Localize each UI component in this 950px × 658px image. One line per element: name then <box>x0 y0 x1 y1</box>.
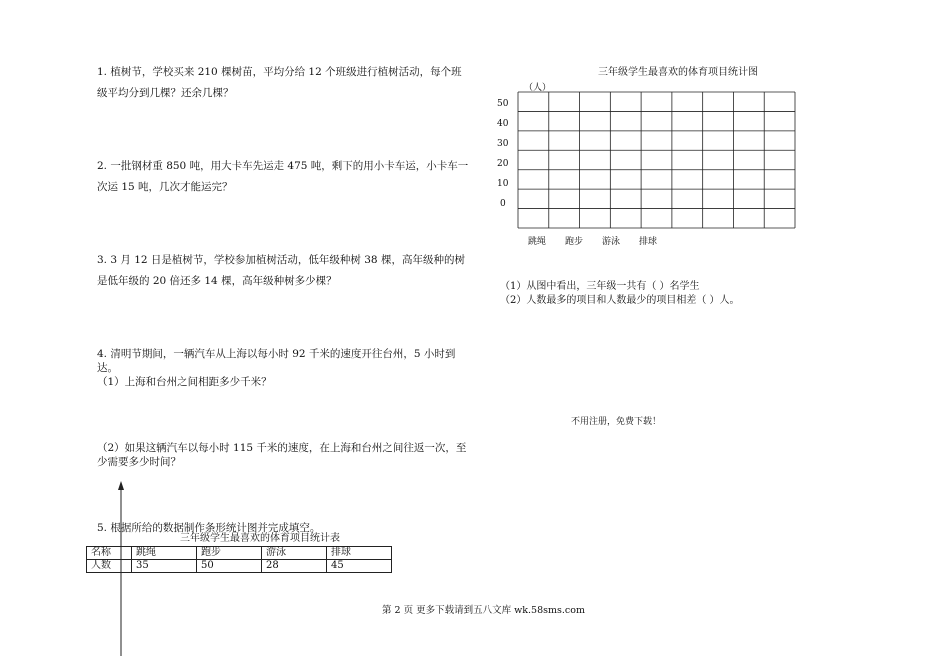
table-cell: 名称 <box>87 547 132 560</box>
question-4-sub-2-line-2: 少需要多少时间？ <box>97 456 181 468</box>
y-tick-label: 50 <box>497 99 509 109</box>
fill-in-line-2: （2）人数最多的项目和人数最少的项目相差（ ）人。 <box>500 295 740 306</box>
question-4-line-2: 达。 <box>97 362 118 374</box>
question-3-line-1: 3. 3 月 12 日是植树节，学校参加植树活动，低年级种树 38 棵，高年级种的树 <box>97 254 465 266</box>
fill-in-line-1: （1）从图中看出，三年级一共有（ ）名学生 <box>500 281 700 292</box>
question-1-line-2: 级平均分到几棵？还余几棵？ <box>97 87 234 99</box>
table-cell: 50 <box>197 560 262 573</box>
table-cell: 排球 <box>327 547 392 560</box>
y-tick-label: 20 <box>497 159 509 169</box>
question-4-sub-1: （1）上海和台州之间相距多少千米？ <box>97 376 272 388</box>
question-1-line-1: 1. 植树节，学校买来 210 棵树苗，平均分给 12 个班级进行植树活动，每个班 <box>97 66 462 78</box>
table-cell: 28 <box>262 560 327 573</box>
question-2-line-2: 次运 15 吨，几次才能运完？ <box>97 181 233 193</box>
x-tick-label: 跑步 <box>565 237 584 247</box>
question-5: 5. 根据所给的数据制作条形统计图并完成填空。 <box>97 522 321 534</box>
x-tick-label: 排球 <box>639 237 658 247</box>
download-note: 不用注册，免费下载！ <box>571 417 662 427</box>
table-cell: 跳绳 <box>132 547 197 560</box>
stat-table-title: 三年级学生最喜欢的体育项目统计表 <box>180 533 340 544</box>
y-tick-label: 10 <box>497 179 509 189</box>
x-tick-label: 游泳 <box>602 237 621 247</box>
chart-title: 三年级学生最喜欢的体育项目统计图 <box>598 67 758 78</box>
y-tick-label: 0 <box>500 199 506 209</box>
question-4-line-1: 4. 清明节期间，一辆汽车从上海以每小时 92 千米的速度开往台州，5 小时到 <box>97 348 456 360</box>
table-cell: 跑步 <box>197 547 262 560</box>
y-tick-label: 40 <box>497 119 509 129</box>
question-3-line-2: 是低年级的 20 倍还多 14 棵，高年级种树多少棵？ <box>97 275 337 287</box>
table-cell: 游泳 <box>262 547 327 560</box>
question-2-line-1: 2. 一批钢材重 850 吨，用大卡车先运走 475 吨，剩下的用小卡车运，小卡车一 <box>97 160 469 172</box>
x-tick-label: 跳绳 <box>528 237 547 247</box>
chart-unit-label: （人） <box>524 83 552 93</box>
table-cell: 35 <box>132 560 197 573</box>
page-footer: 第 2 页 更多下载请到五八文库 wk.58sms.com <box>382 605 585 616</box>
table-cell: 45 <box>327 560 392 573</box>
question-4-sub-2-line-1: （2）如果这辆汽车以每小时 115 千米的速度，在上海和台州之间往返一次，至 <box>97 442 467 454</box>
table-cell: 人数 <box>87 560 132 573</box>
y-tick-label: 30 <box>497 139 509 149</box>
